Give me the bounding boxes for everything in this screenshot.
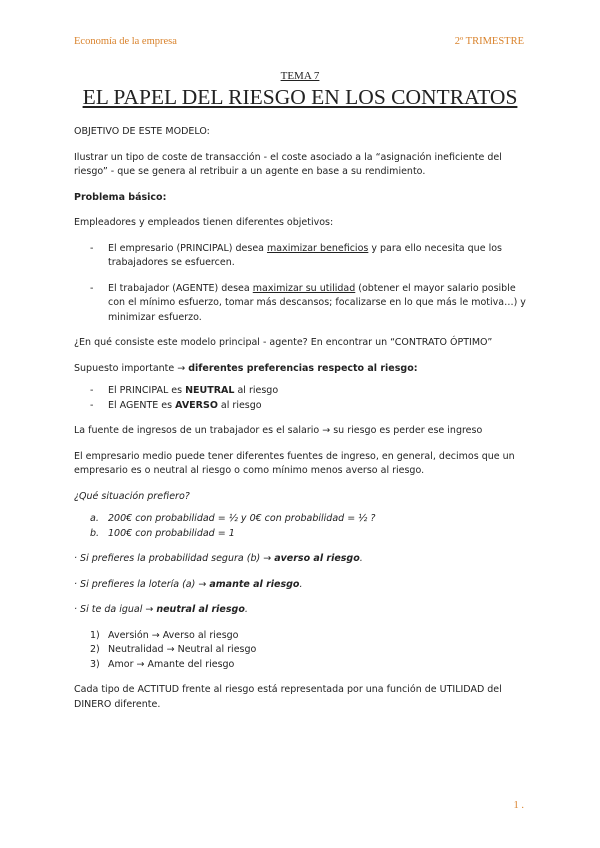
document-body <box>74 70 526 712</box>
header-subject: Economía de la empresa <box>74 36 177 47</box>
list-item: - El empresario (PRINCIPAL) desea maximizar beneficios y para ello necesita que los trabajadores se esfuercen. <box>90 242 502 268</box>
numbered-item: 2) Neutralidad → Neutral al riesgo <box>90 644 257 655</box>
utility-function-text: Cada tipo de ACTITUD frente al riesgo está representada por una función de UTILIDAD del DINERO diferente. <box>74 684 502 710</box>
income-source-text: La fuente de ingresos de un trabajador es el salario → su riesgo es perder ese ingreso <box>74 425 483 436</box>
note-averse: · Si prefieres la probabilidad segura (b) → averso al riesgo. <box>74 553 363 564</box>
model-question: ¿En qué consiste este modelo principal - agente? En encontrar un “CONTRATO ÓPTIMO” <box>74 337 493 348</box>
list-item: - El AGENTE es AVERSO al riesgo <box>74 399 526 414</box>
list-item: - El trabajador (AGENTE) desea maximizar su utilidad (obtener el mayor salario posible con el mínimo esfuerzo, tomar más descansos; focalizarse en lo que más le motiva…) y minimizar esfuerzo. <box>90 282 526 323</box>
header-term: 2º TRIMESTRE <box>454 36 524 47</box>
employers-text: Empleadores y empleados tienen diferentes objetivos: <box>74 217 334 228</box>
dash-bullet: - <box>90 282 94 294</box>
objective-text: Ilustrar un tipo de coste de transacción - el coste asociado a la “asignación ineficiente del riesgo” - que se genera al retribuir a un agente en base a su rendimiento. <box>74 151 502 177</box>
note-neutral: · Si te da igual → neutral al riesgo. <box>74 604 248 615</box>
note-lover: · Si prefieres la lotería (a) → amante al riesgo. <box>74 578 303 590</box>
dash-bullet: - <box>90 242 94 254</box>
option-item: a. 200€ con probabilidad = ½ y 0€ con probabilidad = ½ ? <box>90 513 376 524</box>
page-number: 1 . <box>513 800 524 811</box>
page-title: EL PAPEL DEL RIESGO EN LOS CONTRATOS <box>82 85 518 109</box>
topic-number: TEMA 7 <box>280 70 320 82</box>
assumption: Supuesto importante → diferentes preferencias respecto al riesgo: <box>74 362 418 374</box>
list-item: - El PRINCIPAL es NEUTRAL al riesgo <box>74 384 526 399</box>
objective-heading: OBJETIVO DE ESTE MODELO: <box>74 126 210 137</box>
dash-bullet: - <box>90 399 94 411</box>
dash-bullet: - <box>90 385 94 396</box>
situation-question: ¿Qué situación prefiero? <box>74 490 190 502</box>
problem-heading: Problema básico: <box>74 191 167 203</box>
entrepreneur-text: El empresario medio puede tener diferentes fuentes de ingreso, en general, decimos que un empresario es o neutral al riesgo o como mínimo menos averso al riesgo. <box>74 450 515 476</box>
option-item: b. 100€ con probabilidad = 1 <box>90 527 235 539</box>
numbered-item: 3) Amor → Amante del riesgo <box>90 658 235 670</box>
numbered-item: 1) Aversión → Averso al riesgo <box>90 629 239 641</box>
